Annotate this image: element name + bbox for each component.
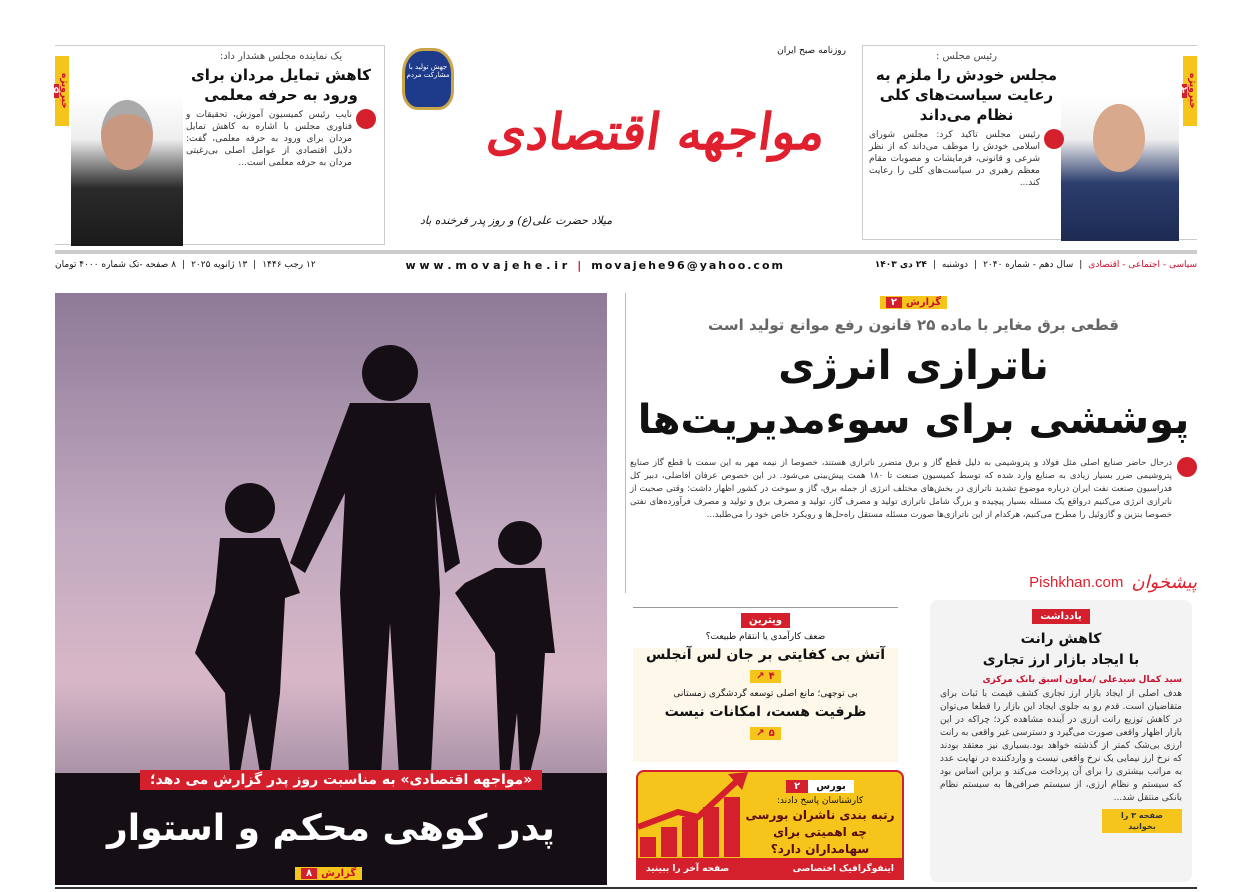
watermark-en: Pishkhan.com xyxy=(1029,574,1124,591)
section-tag xyxy=(55,56,69,126)
rising-chart-icon xyxy=(638,772,748,857)
page-number: ۲ xyxy=(886,297,902,308)
item1-kicker: ضعف کارآمدی یا انتقام طبیعت؟ xyxy=(705,632,826,642)
tag-label: بورس xyxy=(808,780,854,793)
top-right-story[interactable] xyxy=(862,45,1197,240)
occasion-text: میلاد حضرت علی(ع) و روز پدر فرخنده باد xyxy=(420,214,613,227)
date-shamsi: ۲۴ دی ۱۴۰۳ xyxy=(874,260,927,270)
editorial-note[interactable] xyxy=(930,600,1192,882)
read-more-link[interactable]: صفحه ۳ را بخوانید xyxy=(1102,809,1182,833)
date-hijri: ۱۲ رجب ۱۴۴۶ xyxy=(262,260,316,270)
issue-number: سال دهم - شماره ۲۰۴۰ xyxy=(983,260,1074,270)
lead-story[interactable] xyxy=(630,290,1197,522)
email-link[interactable]: movajehe96@yahoo.com xyxy=(591,258,785,272)
photo-kicker: «مواجهه اقتصادی» به مناسبت روز پدر گزارش می دهد؛ xyxy=(140,770,542,790)
lead-headline-2: پوششی برای سوءمدیریت‌ها xyxy=(637,397,1190,443)
page-number: ۲ xyxy=(1181,86,1187,96)
newspaper-logo: مواجهه اقتصادی xyxy=(483,102,830,161)
item2-kicker: بی توجهی؛ مانع اصلی توسعه گردشگری زمستانی xyxy=(673,689,858,699)
page-ref: ۴ ↗ xyxy=(750,670,781,683)
website-link[interactable]: w w w . m o v a j e h e . i r xyxy=(405,258,568,272)
brand-icon xyxy=(1177,457,1197,477)
date-gregorian: ۱۳ ژانویه ۲۰۲۵ xyxy=(191,260,248,270)
section-tag xyxy=(880,296,947,309)
page-number: ۲ xyxy=(786,780,808,793)
bourse-headline: رتبه بندی ناشران بورسی چه اهمیتی برای سهامداران دارد؟ xyxy=(745,808,895,856)
headline: کاهش تمایل مردان برای ورود به حرفه معلمی xyxy=(190,66,372,104)
weekday: دوشنبه xyxy=(941,260,969,270)
note-headline-1: کاهش رانت xyxy=(1020,631,1102,647)
body-text: رئیس مجلس تاکید کرد: مجلس شورای اسلامی خودش را موظف می‌داند که از نظر شرعی و قانونی، فرمایشات و مصوبات مقام معظم رهبری در سیاست‌های کلی را رعایت کند... xyxy=(869,130,1040,188)
section-tag: یادداشت xyxy=(1032,609,1090,624)
note-body: هدف اصلی از ایجاد بازار ارز تجاری کشف قیمت با ثبات برای متقاضیان است. قدم رو به جلوی ایجاد این بازار را قطعا می‌توان در کاهش توزیع رانت ارزی در آینده مشاهده کرد؛ چراکه در این بازار اظهار واقعی صورت می‌گیرد و دسترسی غیر واقعی به رانت ارزی بی‌شک کمتر از گذشته خواهد بود.بسیاری نیز معتقد بودند که نرخ ارز نیمایی یک نرخ واقعی نیست و واردکننده در نهایت عدد به مراتب بیشتری را برای آن پرداخت می‌کند و براین اساس بود که سیستم و نظام ارزی، از سیستم صرافی‌ها به سیستم نظام بانکی منتقل شد... xyxy=(940,689,1182,803)
section-tag xyxy=(295,867,362,880)
bourse-box[interactable] xyxy=(636,770,904,858)
subtitle: روزنامه صبح ایران xyxy=(777,46,846,56)
body-text: نایب رئیس کمیسیون آموزش، تحقیقات و فناوری مجلس با اشاره به کاهش تمایل مردان برای ورود به حرفه معلمی، گفت: دلایل اقتصادی از عوامل اصلی بی‌رغبتی مردان به حرفه معلمی است... xyxy=(186,110,352,168)
see-last-page-link[interactable]: صفحه آخر را ببینید xyxy=(646,864,730,874)
pages-price: ۸ صفحه -تک شماره ۴۰۰۰ تومان xyxy=(55,260,177,270)
infographic-label: اینفوگرافیک اختصاصی xyxy=(792,864,894,874)
bottom-rule xyxy=(55,887,1197,889)
photo-story[interactable] xyxy=(55,293,607,885)
brand-icon xyxy=(1044,129,1064,149)
page-number: ۵ xyxy=(768,728,775,739)
page-number: ۴ xyxy=(768,671,775,682)
portrait-photo xyxy=(71,94,183,246)
photo-headline: پدر کوهی محکم و استوار xyxy=(107,808,555,849)
kicker: یک نماینده مجلس هشدار داد: xyxy=(219,51,343,62)
lead-kicker: قطعی برق مغایر با ماده ۲۵ قانون رفع موانع تولید است xyxy=(707,316,1120,334)
page-number: ۵ xyxy=(53,86,59,96)
headline: مجلس خودش را ملزم به رعایت سیاست‌های کلی نظام می‌داند xyxy=(875,66,1058,124)
page-ref: ۵ ↗ xyxy=(750,727,781,740)
page-number: ۸ xyxy=(301,868,317,879)
father-children-silhouette xyxy=(55,293,607,885)
watermark-fa: پیشخوان xyxy=(1131,572,1197,593)
section-tag xyxy=(1183,56,1197,126)
category: سیاسی - اجتماعی - اقتصادی xyxy=(1088,260,1197,270)
lead-headline-1: ناترازی انرژی xyxy=(778,343,1049,389)
section-tag: ویترین xyxy=(741,613,790,628)
tag-label: گزارش xyxy=(906,297,942,308)
top-left-story[interactable] xyxy=(55,45,385,245)
portrait-photo xyxy=(1061,96,1179,241)
item2-headline[interactable]: ظرفیت هست، امکانات نیست xyxy=(664,704,867,720)
note-headline-2: با ایجاد بازار ارز تجاری xyxy=(982,652,1140,668)
watermark xyxy=(990,572,1197,594)
showcase-box[interactable] xyxy=(633,607,898,762)
tag-label: خبرویژه xyxy=(59,73,69,109)
lead-body: درحال حاضر صنایع اصلی مثل فولاد و پتروشیمی به دلیل قطع گاز و برق متضرر ناترازی هستند، خصوصا از نیمه مهر به این سمت با قطع گاز صنایع پتروشیمی ضرر بسیار زیادی به صنایع وارد شده که توسط کمیسیون صنعت تا ۱۸۰ همت پیش‌بینی می‌شود. در این خصوص عرفان افاضلی، دبیر کل فدراسیون صنعت نفت ایران درباره موضوع تشدید ناترازی در بخش‌های مختلف انرژی از جمله برق، گاز و سوخت در کشور اظهار داشت: وقتی صحبت از ناترازی انرژی می‌کنیم درواقع یک مسئله بسیار پیچیده و بزرگ شامل ناترازی تولید و مصرف گاز، تولید و مصرف برق و تولید و مصرف فرآورده‌های نفتی خصوصا بنزین و گازوئیل را مطرح می‌کنیم، هرکدام از این ناترازی‌ها صورت مسئله مستقل راه‌حل‌ها و رویکرد خاص خود را می‌طلبد... xyxy=(630,458,1172,520)
bourse-kicker: کارشناسان پاسخ دادند: xyxy=(776,796,864,806)
item1-headline[interactable]: آتش بی کفایتی بر جان لس آنجلس xyxy=(645,647,886,663)
note-author: سید کمال سیدعلی /معاون اسبق بانک مرکزی xyxy=(982,675,1182,685)
infographic-footer[interactable] xyxy=(636,858,904,880)
info-bar: سیاسی - اجتماعی - اقتصادی | سال دهم - شماره ۲۰۴۰ | دوشنبه | ۲۴ دی ۱۴۰۳ w w w . m o v a j e h e . i r | movajehe96@yahoo.com ۱۲ رجب ۱۴۴۶ | ۱۳ ژانویه ۲۰۲۵ | ۸ صفحه -تک شماره ۴۰۰۰ تومان xyxy=(55,250,1197,272)
seal-logo: جهش تولید با مشارکت مردم xyxy=(402,48,454,110)
tag-label: خبرویژه xyxy=(1187,73,1197,109)
tag-label: گزارش xyxy=(321,868,357,879)
kicker: رئیس مجلس : xyxy=(936,51,997,62)
brand-icon xyxy=(356,109,376,129)
column-divider xyxy=(625,293,626,593)
masthead xyxy=(398,42,858,242)
